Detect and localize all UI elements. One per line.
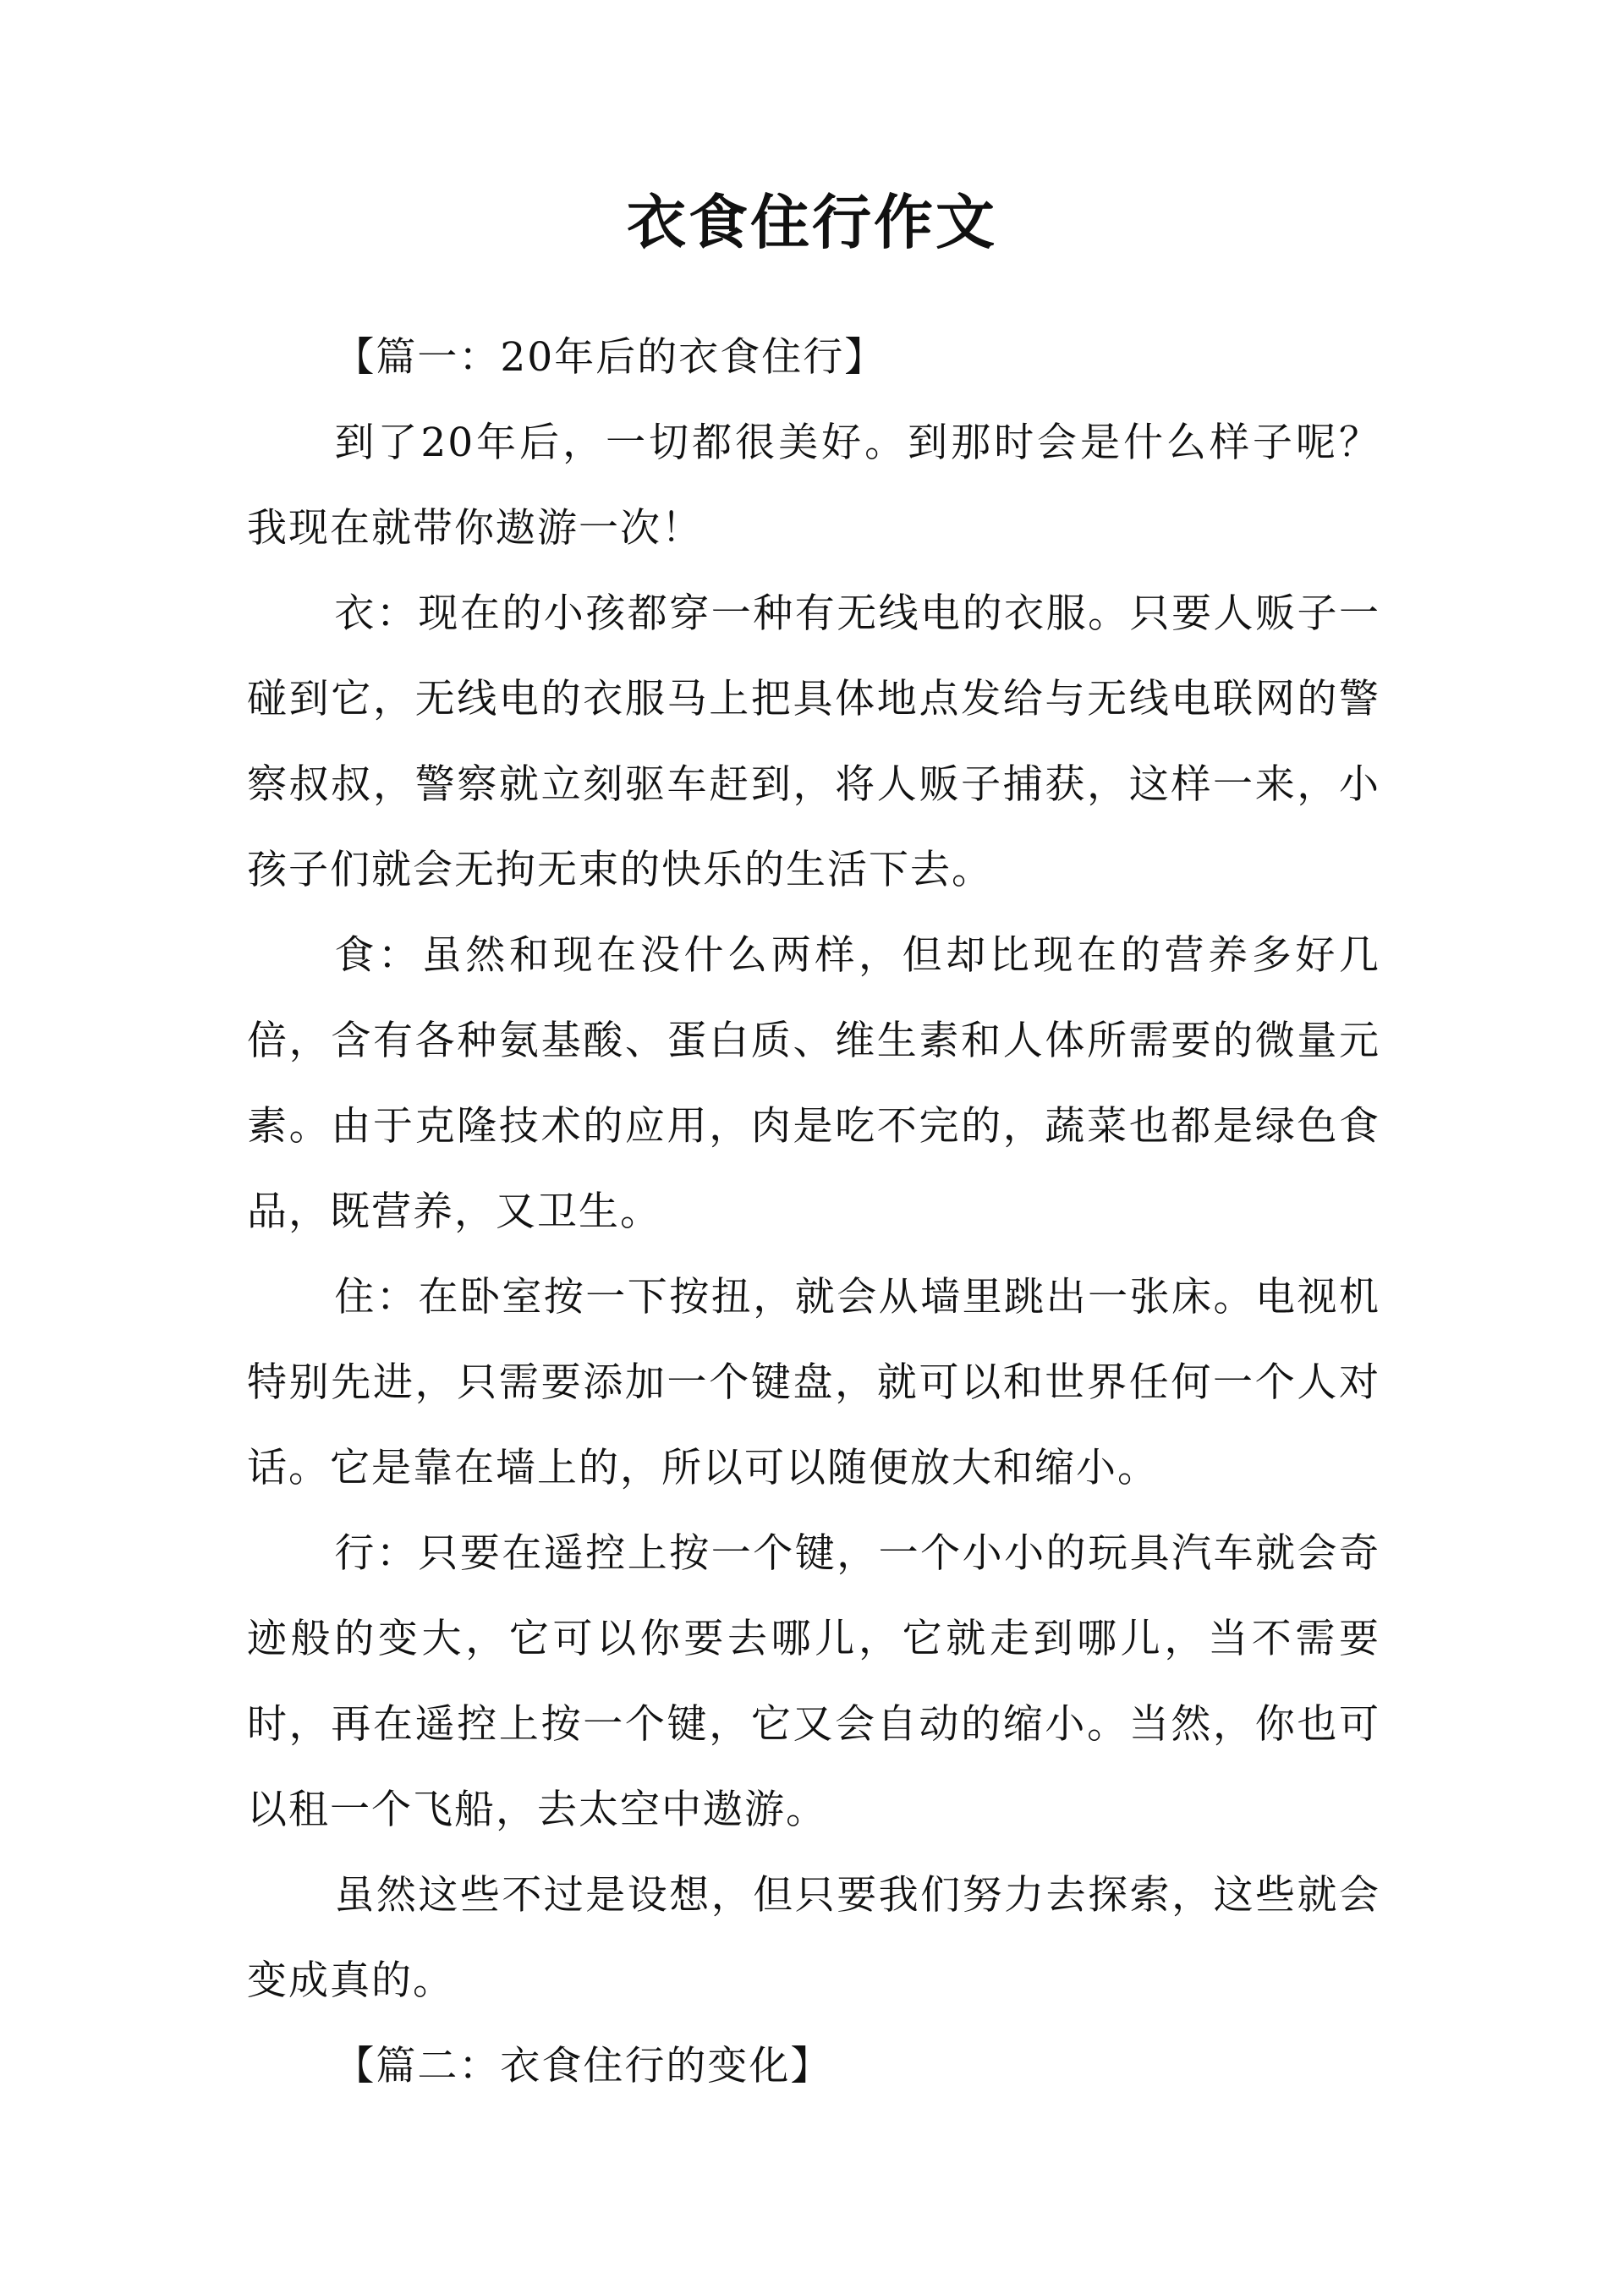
- paragraph-conclusion: 虽然这些不过是设想，但只要我们努力去探索，这些就会变成真的。: [247, 1872, 1380, 2004]
- section-heading-2: 【篇二：衣食住行的变化】: [334, 2043, 832, 2089]
- section-heading-1: 【篇一：20年后的衣食住行】: [334, 334, 886, 381]
- paragraph-food: 食：虽然和现在没什么两样，但却比现在的营养多好几倍，含有各种氨基酸、蛋白质、维生素和人体所需要的微量元素。由于克隆技术的应用，肉是吃不完的，蔬菜也都是绿色食品，既营养，又卫生。: [247, 932, 1380, 1235]
- paragraph-housing: 住：在卧室按一下按扭，就会从墙里跳出一张床。电视机特别先进，只需要添加一个键盘，就可以和世界任何一个人对话。它是靠在墙上的，所以可以随便放大和缩小。: [247, 1274, 1380, 1491]
- document-title: 衣食住行作文: [627, 188, 997, 257]
- paragraph-transport: 行：只要在遥控上按一个键，一个小小的玩具汽车就会奇迹般的变大，它可以你要去哪儿，它就走到哪儿，当不需要时，再在遥控上按一个键，它又会自动的缩小。当然，你也可以租一个飞船，去太空中遨游。: [247, 1530, 1380, 1833]
- paragraph-clothing: 衣：现在的小孩都穿一种有无线电的衣服。只要人贩子一碰到它，无线电的衣服马上把具体地点发给与无线电联网的警察叔叔，警察就立刻驱车赶到，将人贩子捕获，这样一来，小孩子们就会无拘无束的快乐的生活下去。: [247, 590, 1380, 893]
- paragraph-intro: 到了20年后，一切都很美好。到那时会是什么样子呢？我现在就带你遨游一次！: [247, 420, 1380, 552]
- document-body: [247, 315, 1380, 2109]
